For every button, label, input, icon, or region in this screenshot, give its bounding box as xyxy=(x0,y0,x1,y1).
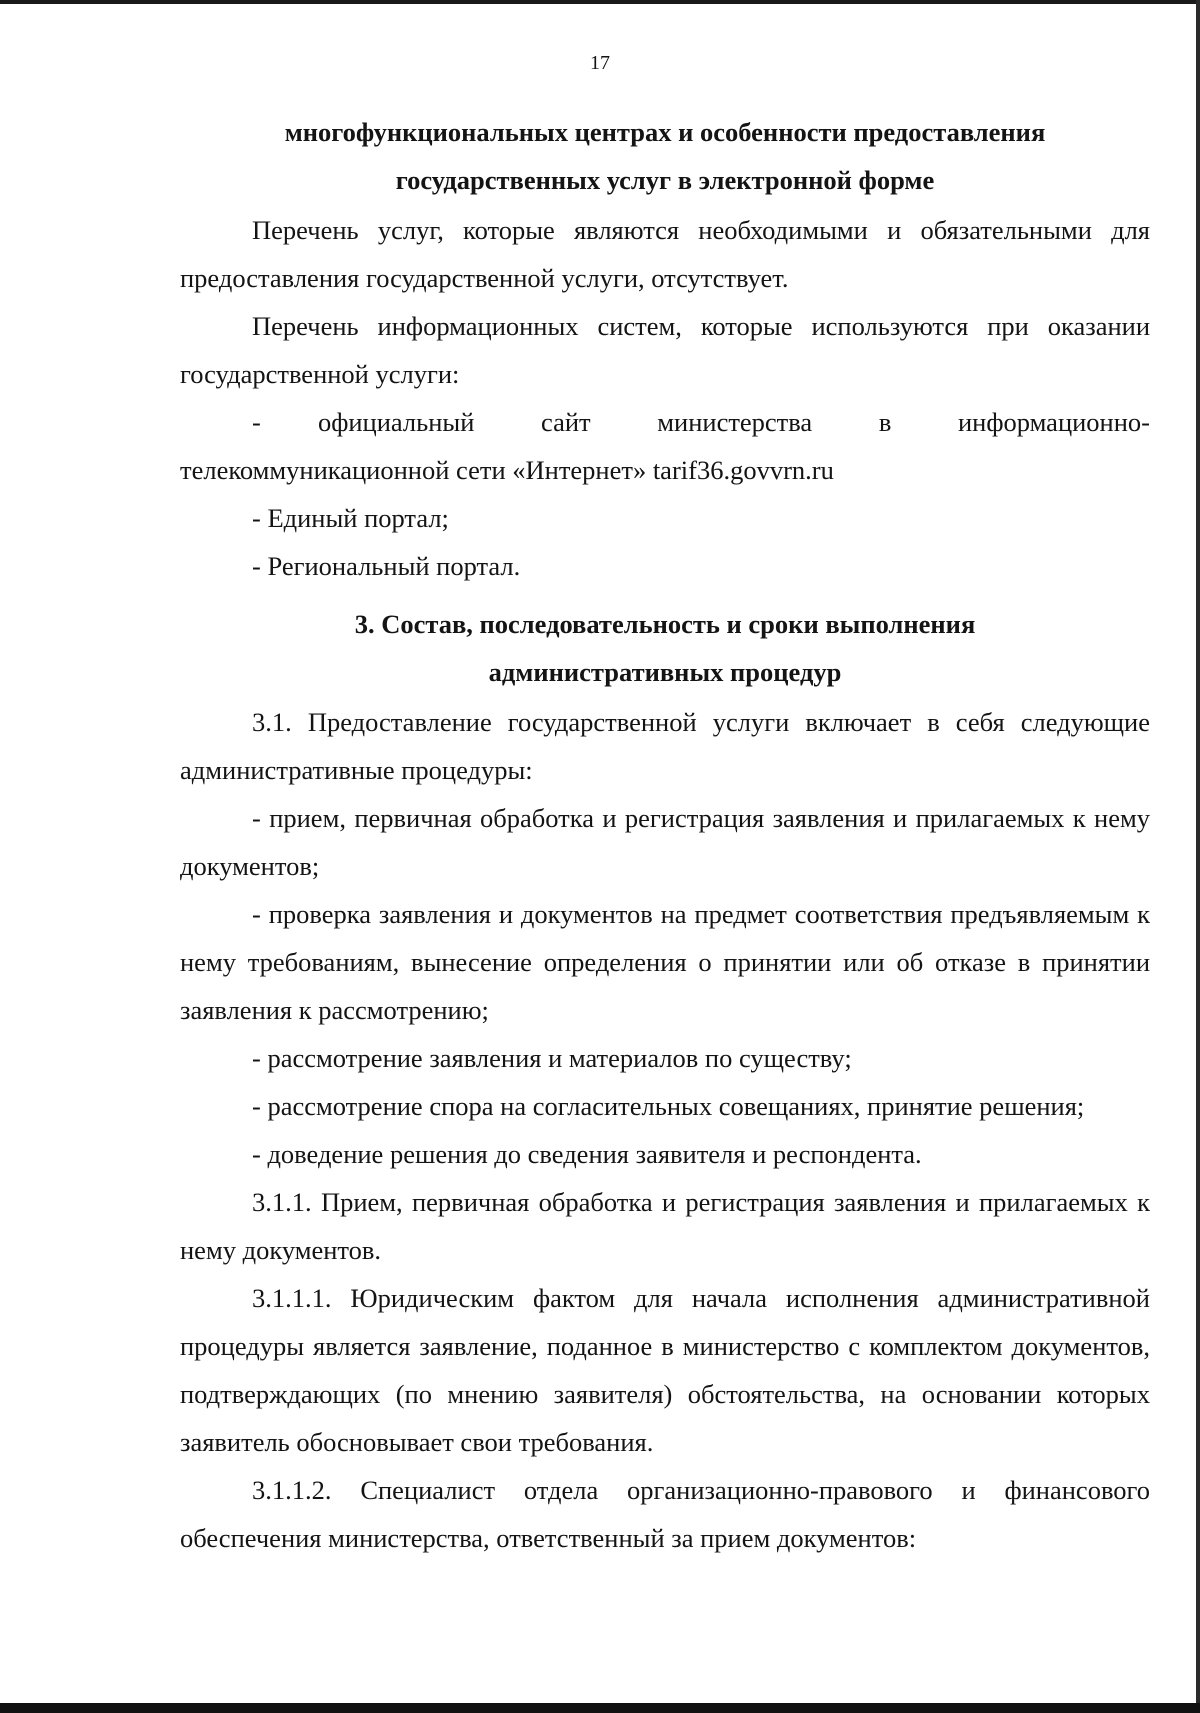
section3-heading xyxy=(180,600,1150,696)
list-item-single-portal: - Единый портал; xyxy=(252,503,449,533)
official-site-line2: телекоммуникационной сети «Интернет» tarif36.govvrn.ru xyxy=(180,455,834,485)
heading-continuation-line1: многофункциональных центрах и особенности предоставления xyxy=(284,117,1046,147)
list-item-official-site xyxy=(180,398,1150,494)
scan-edge-bottom xyxy=(0,1703,1200,1713)
list-item-notify: - доведение решения до сведения заявителя и респондента. xyxy=(252,1139,922,1169)
paragraph-3-1-1-1: 3.1.1.1. Юридическим фактом для начала исполнения административной процедуры является заявление, поданное в министерство с комплектом документов, подтверждающих (по мнению заявителя) обстоятельства, на основании которых заявитель обосновывает свои требования. xyxy=(180,1283,1150,1457)
paragraph-info-systems-intro: Перечень информационных систем, которые используются при оказании государственной услуги: xyxy=(180,311,1150,389)
paragraph-services-list: Перечень услуг, которые являются необходимыми и обязательными для предоставления государственной услуги, отсутствует. xyxy=(180,215,1150,293)
paragraph-3-1: 3.1. Предоставление государственной услуги включает в себя следующие административные процедуры: xyxy=(180,707,1150,785)
section3-heading-line1: 3. Состав, последовательность и сроки выполнения xyxy=(354,609,976,639)
list-item-regional-portal: - Региональный портал. xyxy=(252,551,521,581)
list-item-receipt: - прием, первичная обработка и регистрация заявления и прилагаемых к нему документов; xyxy=(180,803,1150,881)
page-number: 17 xyxy=(590,52,610,74)
scan-edge-right xyxy=(1196,0,1200,1713)
scan-edge-top xyxy=(0,0,1200,4)
list-item-check: - проверка заявления и документов на предмет соответствия предъявляемым к нему требованиям, вынесение определения о принятии или об отказе в принятии заявления к рассмотрению; xyxy=(180,899,1150,1025)
heading-continuation xyxy=(180,108,1150,204)
paragraph-3-1-1-2: 3.1.1.2. Специалист отдела организационно-правового и финансового обеспечения министерства, ответственный за прием документов: xyxy=(180,1475,1150,1553)
heading-continuation-line2: государственных услуг в электронной форме xyxy=(395,165,935,195)
list-item-dispute: - рассмотрение спора на согласительных совещаниях, принятие решения; xyxy=(252,1091,1085,1121)
paragraph-3-1-1: 3.1.1. Прием, первичная обработка и регистрация заявления и прилагаемых к нему документов. xyxy=(180,1187,1150,1265)
list-item-review: - рассмотрение заявления и материалов по существу; xyxy=(252,1043,852,1073)
official-site-line1: - официальный сайт министерства в информационно- xyxy=(252,407,1150,437)
section3-heading-line2: административных процедур xyxy=(488,657,842,687)
